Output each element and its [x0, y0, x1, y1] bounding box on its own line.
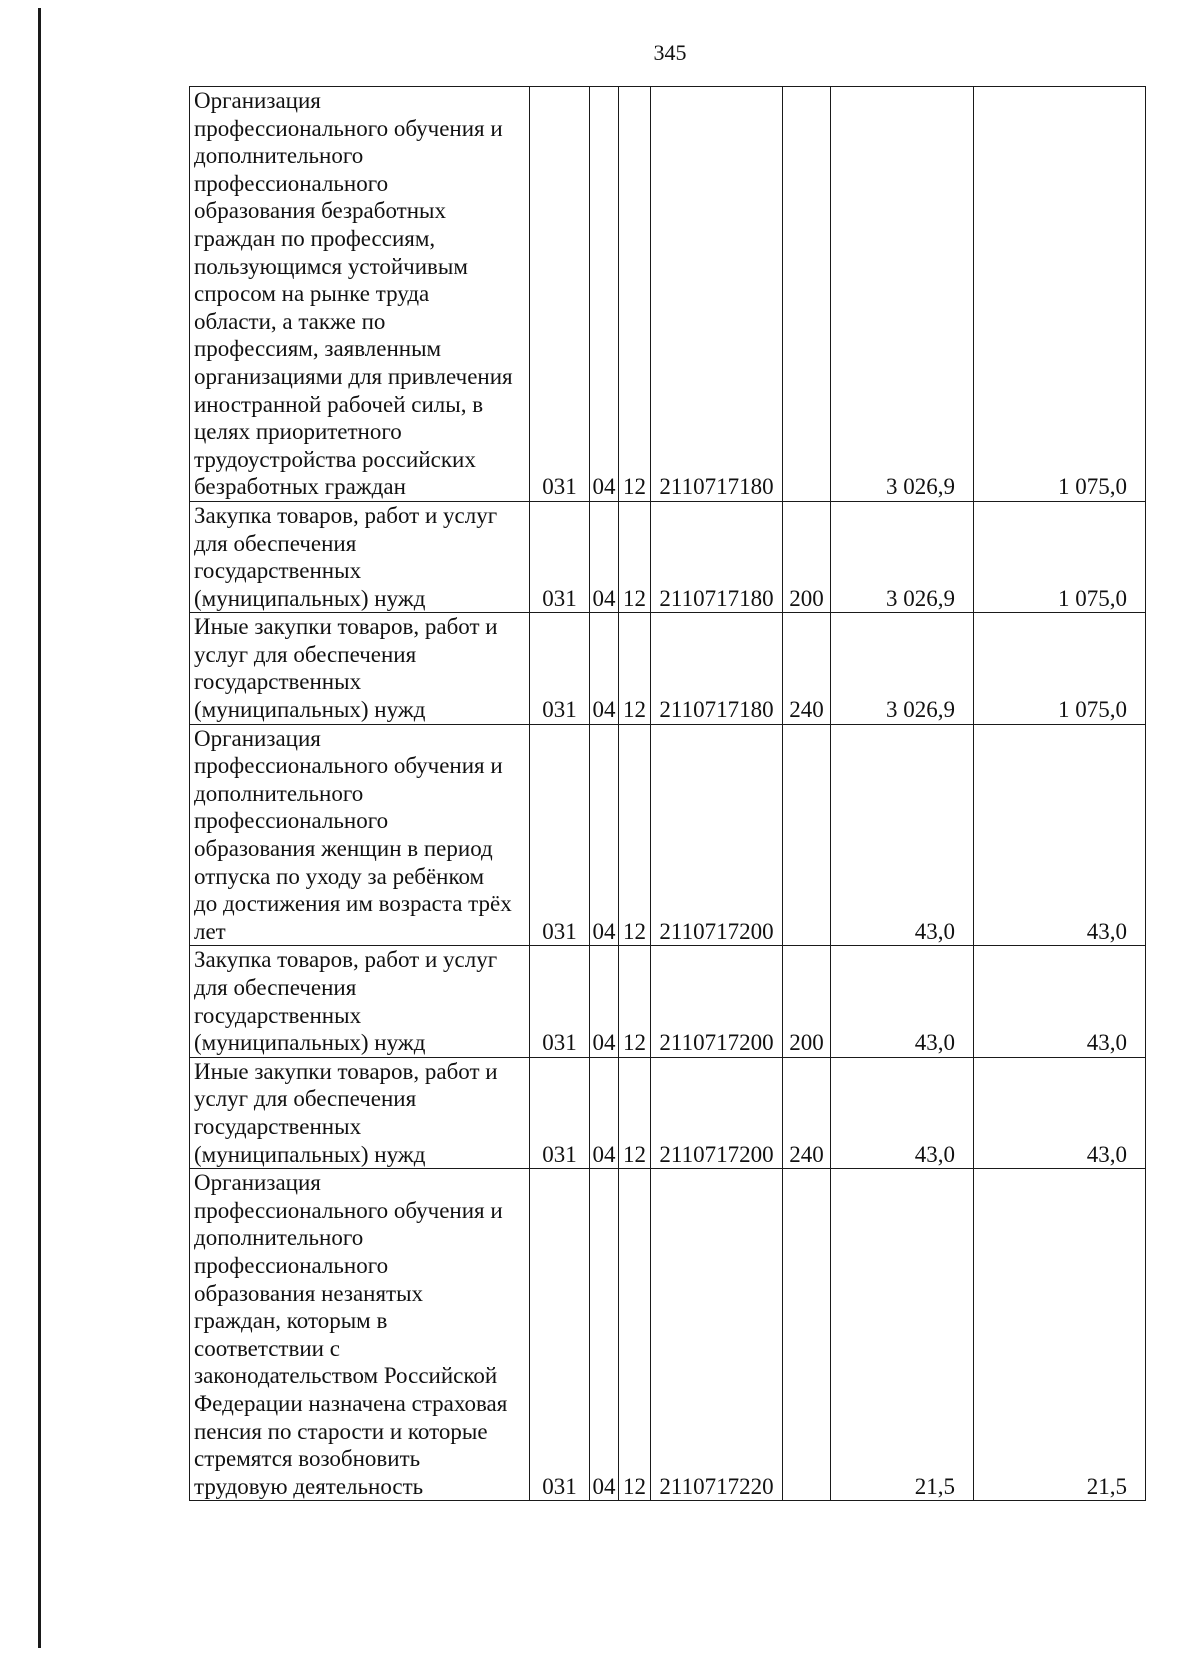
- page-number: 345: [653, 40, 687, 65]
- table-row: [190, 501, 1146, 612]
- table-row: [190, 1169, 1146, 1501]
- row-name-cell: [190, 501, 530, 612]
- row-name-cell: [190, 1169, 530, 1501]
- table-row: [190, 946, 1146, 1057]
- row-name-text: Организация профессионального обучения и дополнительного профессионального образования женщин в период отпуска по уходу за ребёнком до достижения им возраста трёх лет: [194, 725, 512, 944]
- row-name-text: Иные закупки товаров, работ и услуг для обеспечения государственных (муниципальных) нужд: [194, 1058, 498, 1167]
- amount-2-cell: 1 075,0: [974, 613, 1146, 724]
- subsection-code-cell: 12: [619, 946, 651, 1057]
- table-row: [190, 724, 1146, 946]
- ministry-code-cell: 031: [530, 613, 590, 724]
- section-code-cell: 04: [590, 1057, 619, 1168]
- amount-2-cell: 1 075,0: [974, 87, 1146, 502]
- amount-2-cell: 21,5: [974, 1169, 1146, 1501]
- amount-1-cell: 3 026,9: [831, 87, 974, 502]
- section-code-cell: 04: [590, 87, 619, 502]
- section-code-cell: 04: [590, 613, 619, 724]
- target-article-cell: 2110717200: [651, 946, 783, 1057]
- amount-1-cell: 43,0: [831, 724, 974, 946]
- row-name-text: Организация профессионального обучения и дополнительного профессионального образования безработных граждан по профессиям, пользующимся устойчивым спросом на рынке труда области, а также по профессиям, заявленным организациями для привлечения иностранной рабочей силы, в целях приоритетного трудоустройства российских безработных граждан: [194, 88, 513, 500]
- ministry-code-cell: 031: [530, 946, 590, 1057]
- ministry-code-cell: 031: [530, 501, 590, 612]
- amount-2-cell: 43,0: [974, 1057, 1146, 1168]
- ministry-code-cell: 031: [530, 1169, 590, 1501]
- target-article-cell: 2110717180: [651, 613, 783, 724]
- target-article-cell: 2110717200: [651, 724, 783, 946]
- table-row: [190, 1057, 1146, 1168]
- expense-type-cell: 200: [783, 501, 831, 612]
- expense-type-cell: [783, 1169, 831, 1501]
- row-name-text: Организация профессионального обучения и дополнительного профессионального образования незанятых граждан, которым в соответствии с законодательством Российской Федерации назначена страховая пенсия по старости и которые стремятся возобновить трудовую деятельность: [194, 1170, 508, 1499]
- target-article-cell: 2110717180: [651, 501, 783, 612]
- ministry-code-cell: 031: [530, 87, 590, 502]
- row-name-text: Иные закупки товаров, работ и услуг для обеспечения государственных (муниципальных) нужд: [194, 614, 498, 723]
- subsection-code-cell: 12: [619, 1169, 651, 1501]
- row-name-text: Закупка товаров, работ и услуг для обеспечения государственных (муниципальных) нужд: [194, 947, 498, 1056]
- ministry-code-cell: 031: [530, 724, 590, 946]
- amount-2-cell: 43,0: [974, 946, 1146, 1057]
- expense-type-cell: [783, 87, 831, 502]
- table-body: [190, 87, 1146, 1501]
- expense-type-cell: 240: [783, 1057, 831, 1168]
- subsection-code-cell: 12: [619, 613, 651, 724]
- subsection-code-cell: 12: [619, 501, 651, 612]
- amount-2-cell: 1 075,0: [974, 501, 1146, 612]
- table-row: [190, 87, 1146, 502]
- amount-1-cell: 3 026,9: [831, 613, 974, 724]
- binding-line: [38, 8, 41, 1648]
- row-name-cell: [190, 87, 530, 502]
- budget-table: [189, 86, 1146, 1501]
- section-code-cell: 04: [590, 1169, 619, 1501]
- amount-1-cell: 21,5: [831, 1169, 974, 1501]
- section-code-cell: 04: [590, 724, 619, 946]
- amount-1-cell: 43,0: [831, 946, 974, 1057]
- row-name-cell: [190, 946, 530, 1057]
- subsection-code-cell: 12: [619, 724, 651, 946]
- amount-1-cell: 43,0: [831, 1057, 974, 1168]
- subsection-code-cell: 12: [619, 1057, 651, 1168]
- expense-type-cell: 240: [783, 613, 831, 724]
- amount-2-cell: 43,0: [974, 724, 1146, 946]
- target-article-cell: 2110717180: [651, 87, 783, 502]
- subsection-code-cell: 12: [619, 87, 651, 502]
- row-name-cell: [190, 1057, 530, 1168]
- table-row: [190, 613, 1146, 724]
- section-code-cell: 04: [590, 946, 619, 1057]
- row-name-text: Закупка товаров, работ и услуг для обеспечения государственных (муниципальных) нужд: [194, 502, 498, 611]
- amount-1-cell: 3 026,9: [831, 501, 974, 612]
- target-article-cell: 2110717220: [651, 1169, 783, 1501]
- ministry-code-cell: 031: [530, 1057, 590, 1168]
- section-code-cell: 04: [590, 501, 619, 612]
- row-name-cell: [190, 613, 530, 724]
- target-article-cell: 2110717200: [651, 1057, 783, 1168]
- expense-type-cell: [783, 724, 831, 946]
- expense-type-cell: 200: [783, 946, 831, 1057]
- row-name-cell: [190, 724, 530, 946]
